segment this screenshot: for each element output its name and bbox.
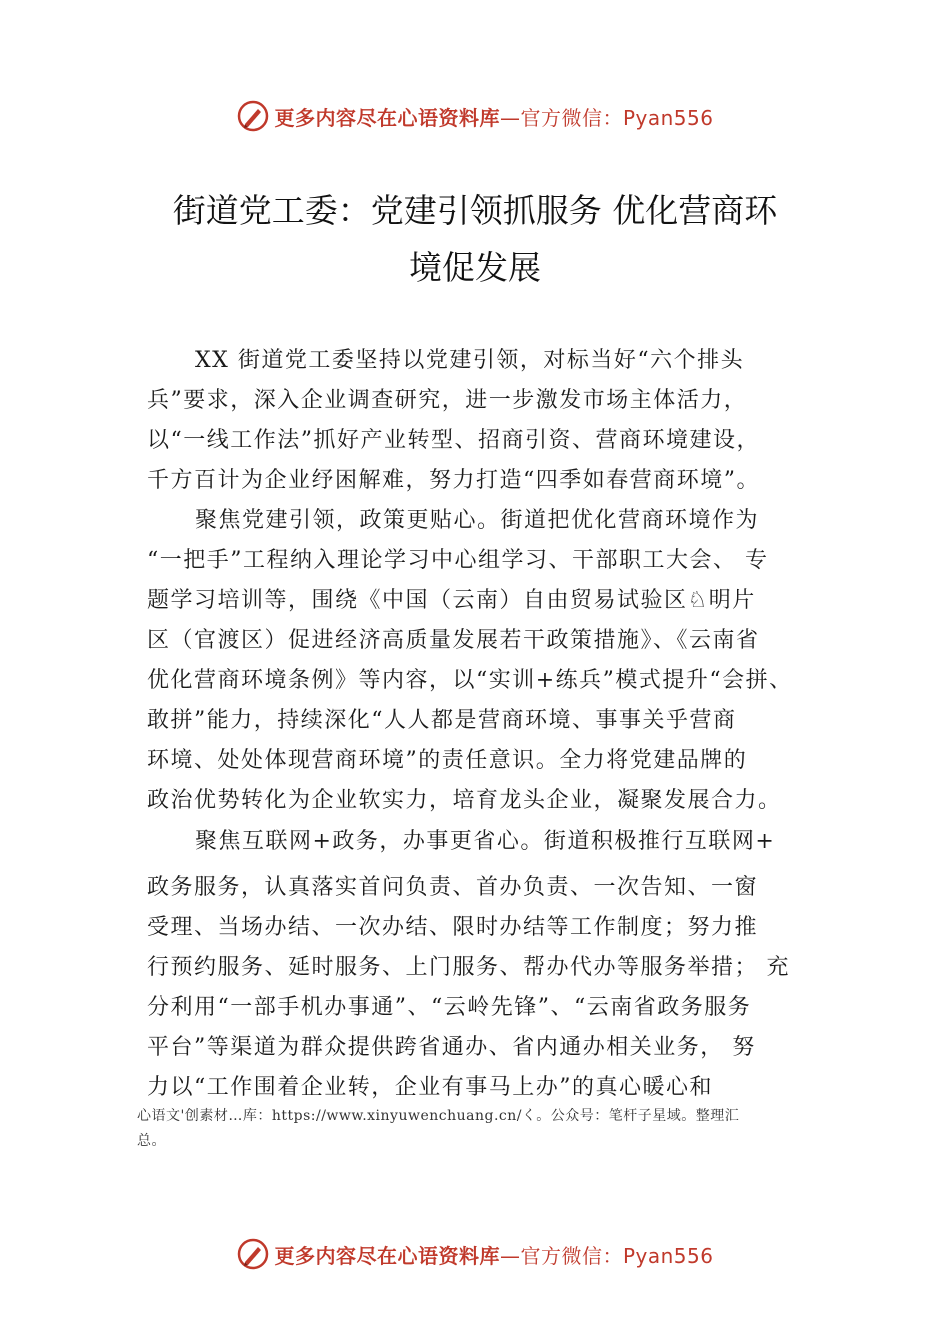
text-line: 敢拼”能力，持续深化“人人都是营商环境、事事关乎营商 — [147, 708, 737, 733]
bottom-watermark-banner — [0, 1234, 950, 1274]
text-line: 分利用“一部手机办事通”、“云岭先锋”、“云南省政务服务 — [147, 995, 752, 1020]
paragraph-party-building — [147, 501, 827, 821]
text-line: 力以“工作围着企业转，企业有事马上办”的真心暖心和 — [147, 1075, 713, 1100]
text-line: 优化营商环境条例》等内容，以“实训+练兵”模式提升“会拼、 — [147, 668, 793, 693]
source-note — [137, 1104, 827, 1154]
source-note-line-2: 总。 — [137, 1133, 166, 1149]
title-line-2: 境促发展 — [409, 248, 541, 287]
banner-text: 更多内容尽在心语资料库 — [274, 1243, 500, 1268]
text-line: 区（官渡区）促进经济高质量发展若干政策措施》、《云南省 — [147, 628, 760, 653]
article-title — [150, 182, 800, 296]
text-line: 政治优势转化为企业软实力，培育龙头企业，凝聚发展合力。 — [147, 788, 782, 813]
banner-wechat: —官方微信：Pyan556 — [499, 1243, 714, 1268]
text-line: 千方百计为企业纾困解难，努力打造“四季如春营商环境”。 — [147, 468, 760, 493]
banner-text: 更多内容尽在心语资料库 — [274, 105, 500, 130]
text-line: 平台”等渠道为群众提供跨省通办、省内通办相关业务， 努 — [147, 1035, 756, 1060]
paragraph-internet-government — [147, 822, 827, 1108]
top-watermark-banner — [0, 96, 950, 136]
text-line: 政务服务，认真落实首问负责、首办负责、一次告知、一窗 — [147, 875, 759, 900]
text-line: 聚焦党建引领，政策更贴心。街道把优化营商环境作为 — [195, 508, 760, 533]
pen-logo-icon — [236, 99, 270, 133]
banner-wechat: —官方微信：Pyan556 — [499, 105, 714, 130]
pen-logo-icon — [236, 1237, 270, 1271]
text-line: 兵”要求，深入企业调查研究，进一步激发市场主体活力， — [147, 388, 748, 413]
text-line: 环境、处处体现营商环境”的责任意识。全力将党建品牌的 — [147, 748, 748, 773]
source-note-line-1: 心语文'创素材…库：https://www.xinyuwenchuang.cn/く。公众号：笔杆子星域。整理汇 — [137, 1108, 740, 1124]
text-line: 题学习培训等，围绕《中国（云南）自由贸易试验区♘明片 — [147, 588, 756, 613]
text-line: 行预约服务、延时服务、上门服务、帮办代办等服务举措； 充 — [147, 955, 790, 980]
text-line: 以“一线工作法”抓好产业转型、招商引资、营商环境建设， — [147, 428, 760, 453]
text-line: 聚焦互联网+政务，办事更省心。街道积极推行互联网+ — [195, 829, 776, 854]
paragraph-intro — [147, 341, 827, 501]
text-line: 受理、当场办结、一次办结、限时办结等工作制度；努力推 — [147, 915, 759, 940]
title-line-1: 街道党工委：党建引领抓服务 优化营商环 — [172, 191, 778, 230]
text-line: “一把手”工程纳入理论学习中心组学习、干部职工大会、 专 — [147, 548, 769, 573]
text-line: XX 街道党工委坚持以党建引领，对标当好“六个排头 — [195, 348, 745, 373]
